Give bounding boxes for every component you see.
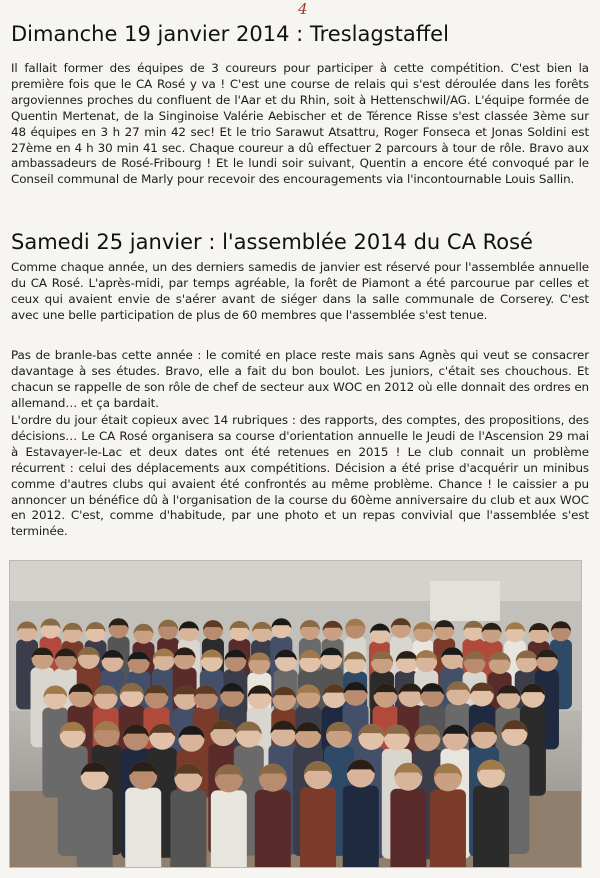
paragraph-comite: Pas de branle-bas cette année : le comité en place reste mais sans Agnès qui veut se consacrer davantage à ses études. Bravo, elle a fait du bon boulot. Les juniors, c'était ses chouchous. Et chacun se rappelle de son rôle de chef de secteur aux WOC en 2012 où elle donnait des ordres en allemand… et ça bardait.	[11, 348, 589, 410]
group-photo-drawing	[10, 561, 581, 867]
person-body	[390, 789, 426, 867]
person-body	[430, 789, 466, 867]
paragraph-ordre-du-jour: L'ordre du jour était copieux avec 14 rubriques : des rapports, des comptes, des propositions, des décisions… Le CA Rosé organisera sa course d'orientation annuelle le Jeudi de l'Ascension 29 mai à Estavayer-le-Lac et deux dates ont été retenues en 2015 ! Le club connait un problème récurrent : celui des déplacements aux compétitions. Décision a été prise d'acquérir un minibus comme d'autres clubs qui avaient été confrontés au même problème. Chance ! le caissier a pu annoncer un bénéfice dû à l'organisation de la course du 60ème anniversaire du club et aux WOC en 2012. C'est, comme d'habitude, par une photo et un repas convivial que l'assemblée s'est terminée.	[11, 413, 589, 539]
person-body	[255, 790, 291, 867]
person-body	[343, 786, 379, 867]
section-title-assemblee: Samedi 25 janvier : l'assemblée 2014 du CA Rosé	[11, 230, 533, 254]
group-photo	[9, 560, 582, 868]
page-number: 4	[298, 0, 308, 18]
person-body	[300, 787, 336, 867]
person-body	[125, 788, 161, 867]
section-title-treslagstaffel: Dimanche 19 janvier 2014 : Treslagstaffel	[11, 22, 449, 46]
person-body	[77, 788, 113, 867]
paragraph-assemblee-intro: Comme chaque année, un des derniers samedis de janvier est réservé pour l'assemblée annuelle du CA Rosé. L'après-midi, par temps agréable, la forêt de Piamont a été parcourue par celles et ceux qui avaient envie de s'aérer avant de siéger dans la salle communale de Corserey. C'est avec une belle participation de plus de 60 membres que l'assemblée s'est tenue.	[11, 260, 589, 322]
person-body	[473, 786, 509, 867]
person-body	[170, 790, 206, 867]
person-body	[211, 790, 247, 867]
paragraph-treslagstaffel: Il fallait former des équipes de 3 coureurs pour participer à cette compétition. C'est bien la première fois que le CA Rosé y va ! C'est une course de relais qui s'est déroulée dans les forêts argoviennes proches du confluent de l'Aar et du Rhin, soit à Hettenschwil/AG. L'équipe formée de Quentin Mertenat, de la Singinoise Valérie Aebischer et de Térence Risse s'est classée 3ème sur 48 équipes en 3 h 27 min 42 sec! Et le trio Sarawut Atsattru, Roger Fonseca et Jonas Soldini est 27ème en 4 h 30 min 41 sec. Chaque coureur a dû effectuer 2 parcours à tour de rôle. Bravo aux ambassadeurs de Rosé-Fribourg ! Et le lundi soir suivant, Quentin a encore été convoqué par le Conseil communal de Marly pour recevoir des encouragements via l'incontournable Louis Sallin.	[11, 61, 589, 187]
